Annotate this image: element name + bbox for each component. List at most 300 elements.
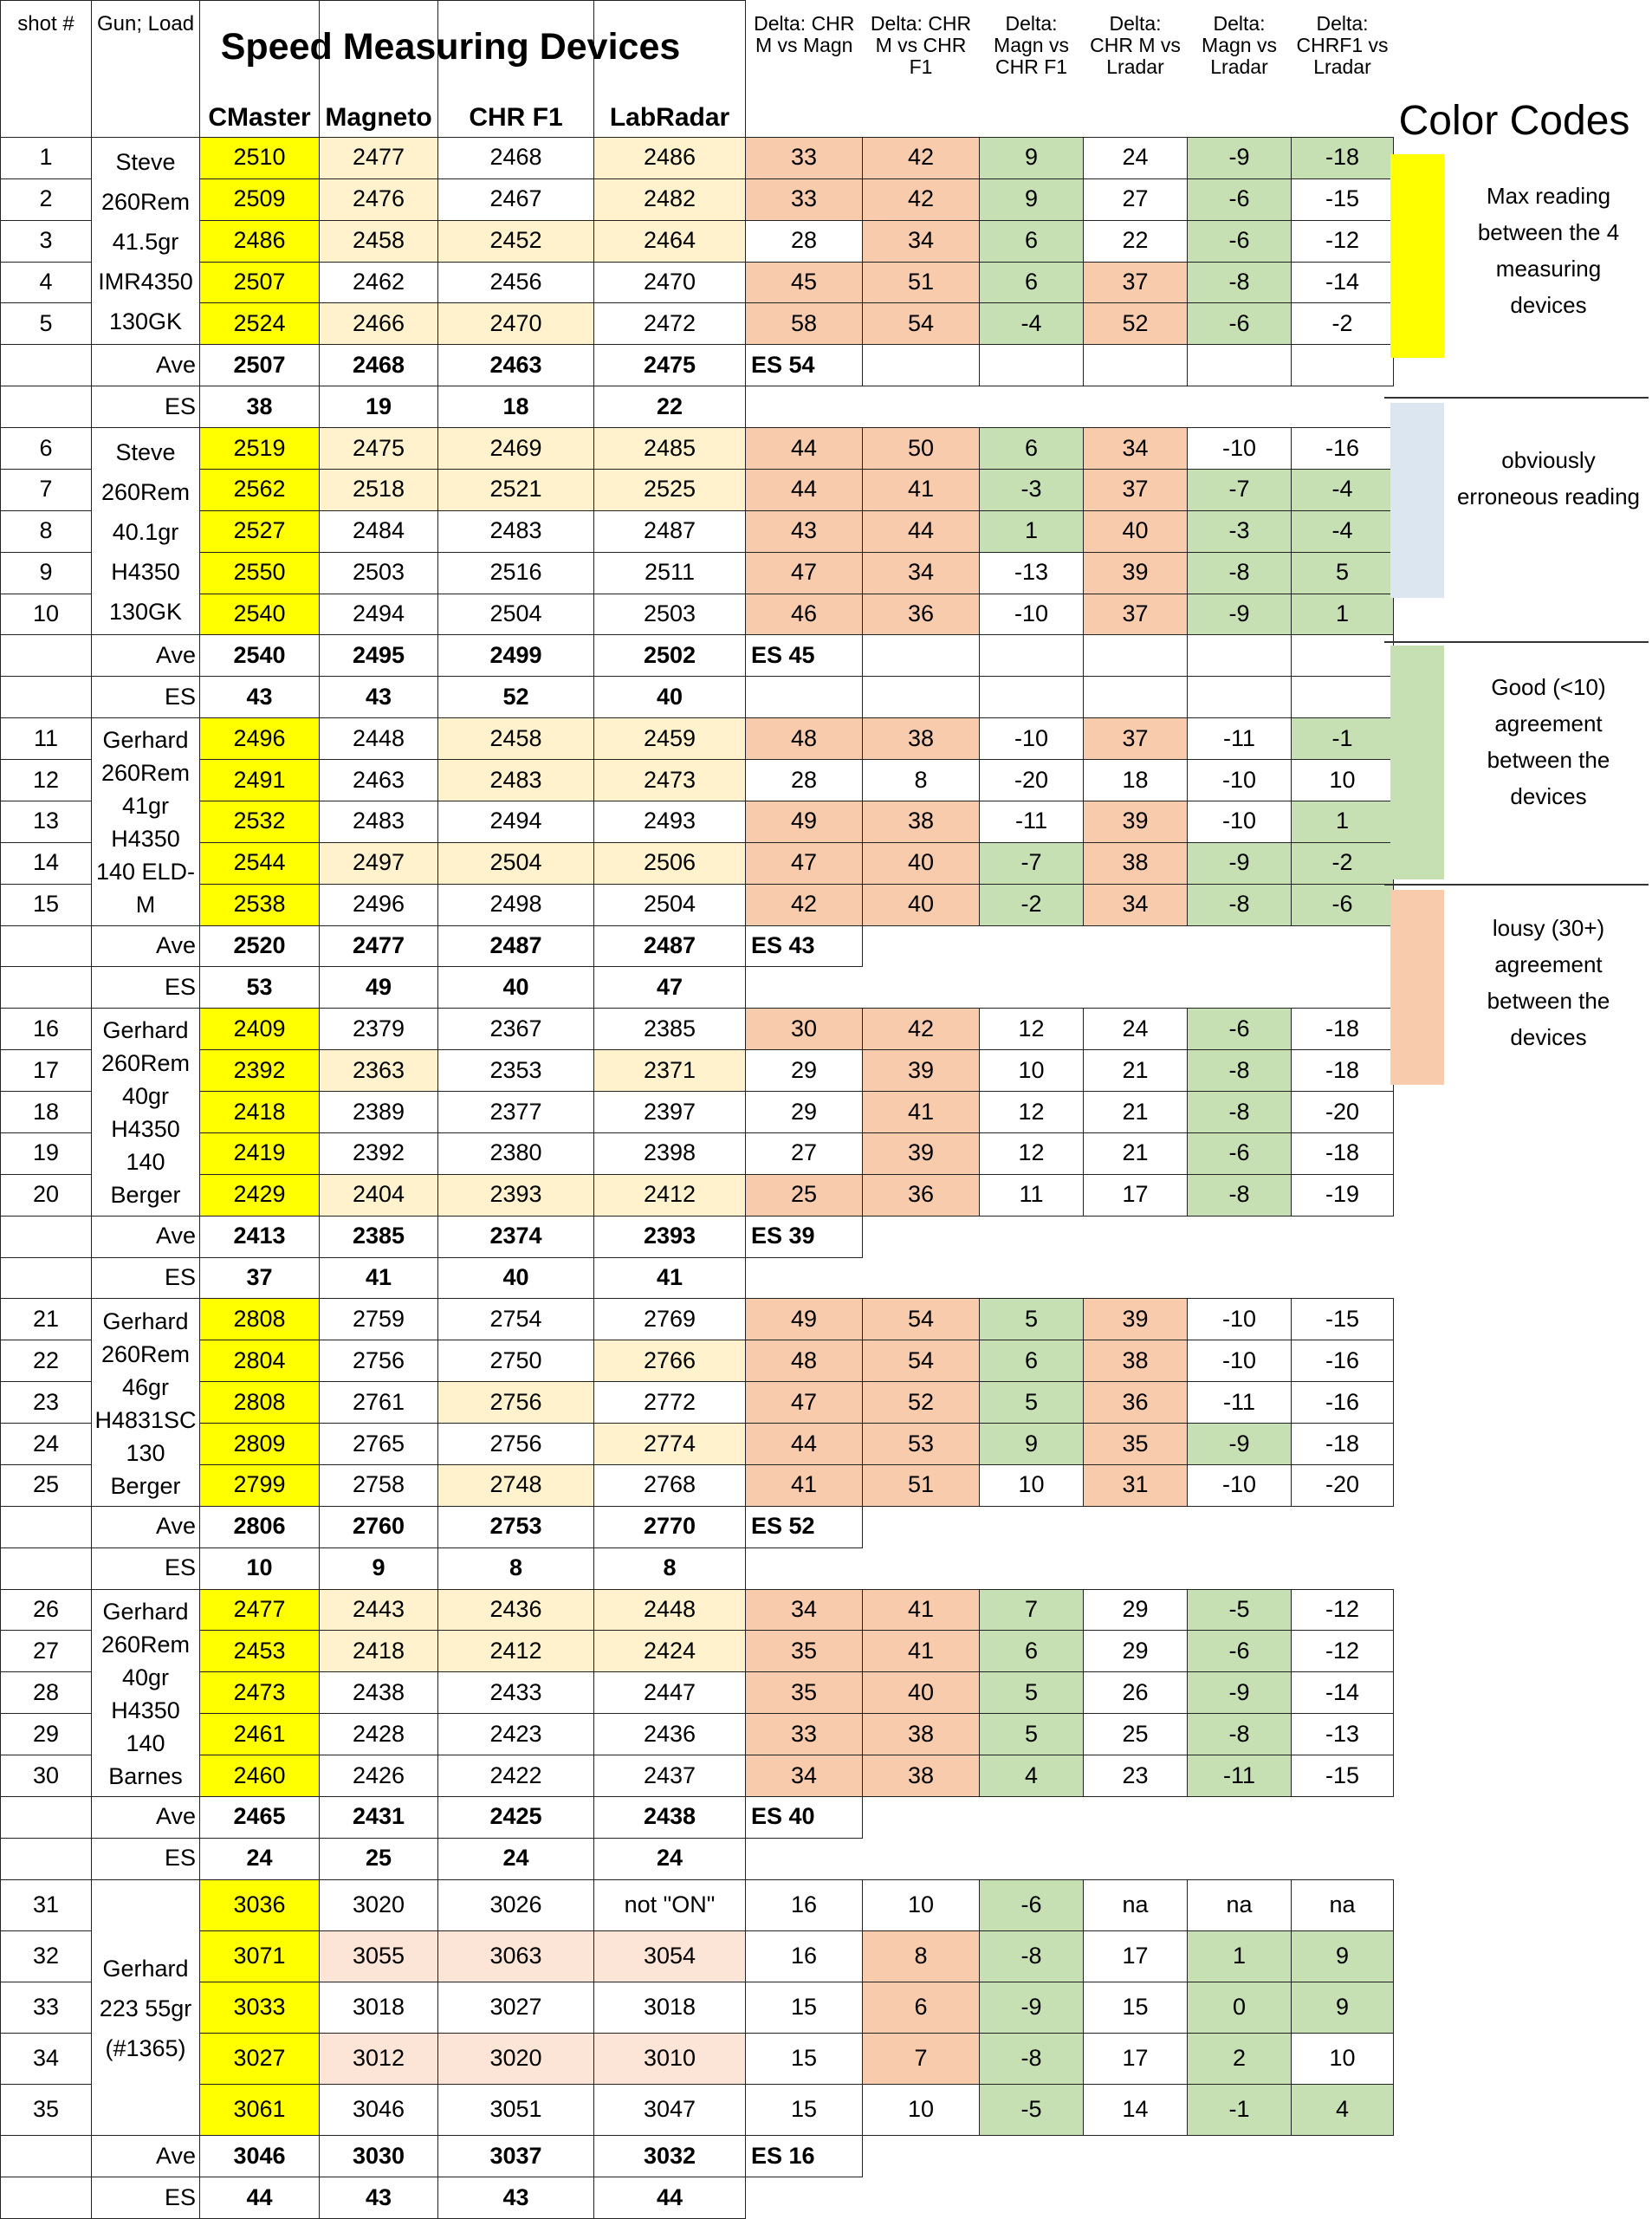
velocity-cell: 2504: [438, 842, 594, 884]
blank-cell: [1, 2177, 92, 2218]
gun-load-line: Gerhard: [102, 1017, 189, 1044]
velocity-cell: 2772: [594, 1382, 746, 1424]
delta-cell: 6: [980, 428, 1084, 470]
velocity-cell: 2808: [200, 1382, 320, 1424]
velocity-cell: 2385: [594, 1009, 746, 1050]
average-value: 2487: [594, 925, 746, 967]
blank-cell: [1084, 2136, 1188, 2177]
blank-cell: [1292, 967, 1394, 1009]
delta-cell: 10: [980, 1464, 1084, 1506]
delta-cell: 53: [863, 1424, 980, 1465]
delta-cell: 5: [980, 1672, 1084, 1714]
blank-cell: [980, 1257, 1084, 1299]
delta-cell: 54: [863, 1340, 980, 1382]
velocity-cell: 2504: [438, 594, 594, 635]
velocity-cell: 2472: [594, 303, 746, 345]
legend-column: [1394, 1672, 1652, 1714]
table-row: [1, 1340, 1652, 1382]
velocity-cell: 3012: [320, 2033, 438, 2084]
velocity-cell: 2424: [594, 1631, 746, 1672]
es-value: 52: [438, 677, 594, 718]
delta-cell: -4: [1292, 510, 1394, 552]
gun-load-line: 130GK: [108, 308, 183, 335]
shot-number: 17: [1, 1050, 92, 1092]
average-value: 3032: [594, 2136, 746, 2177]
delta-cell: 38: [1084, 1340, 1188, 1382]
velocity-cell: 2447: [594, 1672, 746, 1714]
delta-cell: 6: [980, 262, 1084, 303]
velocity-cell: 3020: [320, 1879, 438, 1930]
blank-cell: [1, 386, 92, 428]
delta-cell: 10: [1292, 2033, 1394, 2084]
table-row: [1, 1092, 1652, 1133]
velocity-cell: 2804: [200, 1340, 320, 1382]
delta-cell: -1: [1292, 718, 1394, 760]
legend-column: [1394, 1982, 1652, 2033]
delta-cell: -8: [1188, 1714, 1292, 1755]
legend-column: [1394, 1464, 1652, 1506]
delta-cell: 48: [746, 718, 863, 760]
delta-cell: -16: [1292, 1340, 1394, 1382]
gun-load-line: H4350: [111, 1116, 180, 1143]
velocity-cell: 2504: [594, 884, 746, 925]
velocity-cell: 2353: [438, 1050, 594, 1092]
legend-column: [1394, 1299, 1652, 1340]
shot-number: 18: [1, 1092, 92, 1133]
es-label: ES: [92, 967, 200, 1009]
velocity-cell: 3071: [200, 1930, 320, 1982]
gun-load-line: Gerhard: [102, 727, 189, 754]
average-value: 2495: [320, 635, 438, 677]
delta-cell: 51: [863, 262, 980, 303]
delta-cell: na: [1292, 1879, 1394, 1930]
average-row: [1, 2136, 1652, 2177]
velocity-cell: 2418: [200, 1092, 320, 1133]
delta-cell: 44: [863, 510, 980, 552]
average-value: 3037: [438, 2136, 594, 2177]
es-value: 41: [594, 1257, 746, 1299]
legend-text-max: Max reading between the 4 measuring devices: [1477, 183, 1620, 318]
es-value: 38: [200, 386, 320, 428]
blank-cell: [1084, 1257, 1188, 1299]
delta-cell: -18: [1292, 1050, 1394, 1092]
delta-cell: 6: [980, 1340, 1084, 1382]
average-value: 3046: [200, 2136, 320, 2177]
es-value: 40: [594, 677, 746, 718]
legend-column: [1394, 2136, 1652, 2177]
velocity-cell: 2503: [594, 594, 746, 635]
table-row: [1, 1174, 1652, 1216]
table-row: [1, 1982, 1652, 2033]
blank-cell: [746, 386, 863, 428]
delta-cell: 50: [863, 428, 980, 470]
delta-cell: -3: [980, 469, 1084, 510]
legend-column: [1394, 1755, 1652, 1797]
blank-cell: [1188, 925, 1292, 967]
velocity-cell: 2437: [594, 1755, 746, 1797]
velocity-cell: 2799: [200, 1464, 320, 1506]
velocity-cell: 2393: [438, 1174, 594, 1216]
average-value: 2806: [200, 1506, 320, 1547]
delta-cell: -9: [1188, 594, 1292, 635]
shot-number: 19: [1, 1132, 92, 1174]
legend-column: [1394, 1930, 1652, 1982]
blank-cell: [1292, 1796, 1394, 1838]
delta-cell: 39: [1084, 801, 1188, 842]
legend-column: [1394, 1631, 1652, 1672]
legend-column: [1394, 1092, 1652, 1133]
velocity-cell: 2491: [200, 760, 320, 801]
delta-cell: 40: [1084, 510, 1188, 552]
es-value: 24: [594, 1838, 746, 1879]
delta-cell: 28: [746, 220, 863, 262]
table-row: [1, 1672, 1652, 1714]
es-value: 8: [438, 1547, 594, 1589]
blank-cell: [863, 1547, 980, 1589]
header-delta: Delta: CHR M vs Lradar: [1090, 11, 1181, 79]
table-row: [1, 1589, 1652, 1631]
gun-load-line: Barnes: [108, 1762, 183, 1789]
delta-cell: -10: [1188, 1340, 1292, 1382]
velocity-cell: 2486: [200, 220, 320, 262]
delta-cell: -12: [1292, 220, 1394, 262]
es-value: 53: [200, 967, 320, 1009]
legend-divider: [1384, 884, 1649, 886]
velocity-cell: 2503: [320, 552, 438, 594]
blank-cell: [863, 635, 980, 677]
velocity-cell: 2477: [200, 1589, 320, 1631]
delta-cell: 17: [1084, 1930, 1188, 1982]
delta-cell: -14: [1292, 262, 1394, 303]
delta-cell: 18: [1084, 760, 1188, 801]
legend-column: [1394, 2084, 1652, 2135]
delta-cell: -15: [1292, 178, 1394, 220]
velocity-cell: 2516: [438, 552, 594, 594]
gun-load-line: Berger: [110, 1472, 181, 1499]
delta-cell: 34: [863, 220, 980, 262]
delta-cell: -2: [1292, 303, 1394, 345]
shot-number: 12: [1, 760, 92, 801]
legend-column: [1394, 1796, 1652, 1838]
legend-column: [1394, 1879, 1652, 1930]
blank-cell: [863, 2177, 980, 2218]
delta-cell: 15: [1084, 1982, 1188, 2033]
delta-cell: -6: [1188, 178, 1292, 220]
average-label: Ave: [92, 1506, 200, 1547]
average-value: 2438: [594, 1796, 746, 1838]
shot-number: 6: [1, 428, 92, 470]
delta-cell: 9: [1292, 1982, 1394, 2033]
velocity-cell: 2544: [200, 842, 320, 884]
delta-cell: 48: [746, 1340, 863, 1382]
shot-number: 31: [1, 1879, 92, 1930]
blank-cell: [980, 1216, 1084, 1257]
velocity-cell: 2464: [594, 220, 746, 262]
shot-number: 8: [1, 510, 92, 552]
delta-cell: 25: [1084, 1714, 1188, 1755]
delta-cell: -9: [1188, 137, 1292, 178]
delta-cell: 16: [746, 1930, 863, 1982]
delta-cell: 54: [863, 303, 980, 345]
delta-cell: 15: [746, 2033, 863, 2084]
delta-cell: 38: [863, 718, 980, 760]
table-row: [1, 1930, 1652, 1982]
average-row: [1, 1506, 1652, 1547]
velocity-cell: 2458: [320, 220, 438, 262]
delta-cell: -15: [1292, 1299, 1394, 1340]
gun-load-line: IMR4350: [98, 269, 193, 295]
es-label: ES: [92, 1838, 200, 1879]
velocity-cell: 2438: [320, 1672, 438, 1714]
blank-cell: [1, 1547, 92, 1589]
velocity-cell: not "ON": [594, 1879, 746, 1930]
velocity-cell: 2540: [200, 594, 320, 635]
delta-cell: -8: [1188, 1174, 1292, 1216]
velocity-cell: 2461: [200, 1714, 320, 1755]
delta-cell: -13: [1292, 1714, 1394, 1755]
delta-cell: -18: [1292, 1009, 1394, 1050]
delta-cell: -11: [1188, 1755, 1292, 1797]
velocity-cell: 2494: [438, 801, 594, 842]
delta-cell: 45: [746, 262, 863, 303]
velocity-cell: 2761: [320, 1382, 438, 1424]
es-label: ES: [92, 677, 200, 718]
delta-cell: -9: [980, 1982, 1084, 2033]
velocity-cell: 2363: [320, 1050, 438, 1092]
delta-cell: na: [1084, 1879, 1188, 1930]
average-label: Ave: [92, 345, 200, 386]
delta-cell: -12: [1292, 1589, 1394, 1631]
velocity-cell: 2404: [320, 1174, 438, 1216]
legend-text-good: Good (<10) agreement between the devices: [1487, 674, 1610, 809]
delta-cell: 31: [1084, 1464, 1188, 1506]
average-label: Ave: [92, 2136, 200, 2177]
blank-cell: [746, 677, 863, 718]
es-delta-label: ES 40: [746, 1796, 863, 1838]
delta-cell: 21: [1084, 1092, 1188, 1133]
legend-column: [1394, 1506, 1652, 1547]
es-value: 49: [320, 967, 438, 1009]
delta-cell: -6: [1188, 1009, 1292, 1050]
delta-cell: -8: [980, 1930, 1084, 1982]
table-row: [1, 1879, 1652, 1930]
blank-cell: [1, 635, 92, 677]
blank-cell: [980, 1547, 1084, 1589]
delta-cell: -16: [1292, 428, 1394, 470]
blank-cell: [1188, 2177, 1292, 2218]
delta-cell: 39: [863, 1050, 980, 1092]
velocity-cell: 2367: [438, 1009, 594, 1050]
gun-load-line: (#1365): [105, 2034, 186, 2061]
gun-load-line: 140: [126, 1149, 165, 1176]
velocity-cell: 3026: [438, 1879, 594, 1930]
average-value: 2520: [200, 925, 320, 967]
velocity-cell: 2497: [320, 842, 438, 884]
delta-cell: 41: [746, 1464, 863, 1506]
legend-column: [1394, 1838, 1652, 1879]
blank-cell: [863, 2136, 980, 2177]
shot-number: 23: [1, 1382, 92, 1424]
gun-load-line: 130GK: [108, 599, 183, 626]
blank-cell: [1084, 967, 1188, 1009]
gun-load-line: Gerhard: [102, 1955, 189, 1982]
velocity-cell: 2412: [438, 1631, 594, 1672]
velocity-cell: 2426: [320, 1755, 438, 1797]
velocity-cell: 2750: [438, 1340, 594, 1382]
delta-cell: -11: [1188, 1382, 1292, 1424]
es-value: 44: [594, 2177, 746, 2218]
blank-cell: [1, 2136, 92, 2177]
delta-cell: 10: [863, 2084, 980, 2135]
velocity-cell: 2766: [594, 1340, 746, 1382]
blank-cell: [1084, 677, 1188, 718]
blank-cell: [1292, 1838, 1394, 1879]
velocity-cell: 2470: [438, 303, 594, 345]
average-value: 2468: [320, 345, 438, 386]
gun-load-line: 40.1gr: [112, 519, 179, 546]
average-value: 2475: [594, 345, 746, 386]
delta-cell: 52: [863, 1382, 980, 1424]
delta-cell: 22: [1084, 220, 1188, 262]
average-row: [1, 1216, 1652, 1257]
delta-cell: na: [1188, 1879, 1292, 1930]
delta-cell: -6: [1188, 1631, 1292, 1672]
delta-cell: -5: [1188, 1589, 1292, 1631]
velocity-cell: 2418: [320, 1631, 438, 1672]
delta-cell: 29: [1084, 1631, 1188, 1672]
shot-number: 26: [1, 1589, 92, 1631]
average-label: Ave: [92, 635, 200, 677]
es-value: 22: [594, 386, 746, 428]
table-row: [1, 2084, 1652, 2135]
delta-cell: -13: [980, 552, 1084, 594]
shot-number: 25: [1, 1464, 92, 1506]
velocity-cell: 2377: [438, 1092, 594, 1133]
legend-divider: [1384, 397, 1649, 399]
delta-cell: 9: [980, 178, 1084, 220]
velocity-cell: 2486: [594, 137, 746, 178]
velocity-cell: 2511: [594, 552, 746, 594]
velocity-cell: 2769: [594, 1299, 746, 1340]
shot-number: 14: [1, 842, 92, 884]
delta-cell: -5: [980, 2084, 1084, 2135]
legend-divider: [1384, 641, 1649, 643]
gun-load-line: 140 ELD-: [95, 859, 196, 886]
es-delta-label: ES 43: [746, 925, 863, 967]
delta-cell: 41: [863, 1589, 980, 1631]
blank-cell: [746, 1257, 863, 1299]
delta-cell: -12: [1292, 1631, 1394, 1672]
blank-cell: [980, 1796, 1084, 1838]
legend-column: [1394, 1340, 1652, 1382]
velocity-cell: 2397: [594, 1092, 746, 1133]
delta-cell: -10: [1188, 428, 1292, 470]
gun-load-line: H4350: [111, 1697, 180, 1723]
velocity-cell: 2473: [594, 760, 746, 801]
average-label: Ave: [92, 925, 200, 967]
delta-cell: -19: [1292, 1174, 1394, 1216]
delta-cell: 1: [1292, 594, 1394, 635]
gun-load-line: 41.5gr: [112, 229, 179, 256]
shot-number: 15: [1, 884, 92, 925]
average-value: 2499: [438, 635, 594, 677]
gun-load-line: 260Rem: [100, 1340, 191, 1367]
blank-cell: [980, 677, 1084, 718]
velocity-cell: 2467: [438, 178, 594, 220]
blank-cell: [863, 345, 980, 386]
legend-column: [1394, 1714, 1652, 1755]
es-delta-label: ES 54: [746, 345, 863, 386]
velocity-cell: 2562: [200, 469, 320, 510]
velocity-cell: 2774: [594, 1424, 746, 1465]
header-device: CMaster: [200, 1, 320, 138]
es-label: ES: [92, 2177, 200, 2218]
es-value: 24: [200, 1838, 320, 1879]
gun-load-line: Steve: [115, 149, 176, 176]
delta-cell: 39: [1084, 1299, 1188, 1340]
velocity-cell: 2459: [594, 718, 746, 760]
blank-cell: [1, 967, 92, 1009]
blank-cell: [746, 2177, 863, 2218]
delta-cell: 34: [746, 1589, 863, 1631]
delta-cell: 11: [980, 1174, 1084, 1216]
delta-cell: 37: [1084, 262, 1188, 303]
delta-cell: 16: [746, 1879, 863, 1930]
delta-cell: -8: [980, 2033, 1084, 2084]
average-value: 2487: [438, 925, 594, 967]
delta-cell: 38: [863, 1755, 980, 1797]
velocity-cell: 2509: [200, 178, 320, 220]
delta-cell: 42: [863, 178, 980, 220]
blank-cell: [1084, 635, 1188, 677]
delta-cell: 46: [746, 594, 863, 635]
velocity-cell: 2550: [200, 552, 320, 594]
es-value: 10: [200, 1547, 320, 1589]
blank-cell: [980, 2177, 1084, 2218]
legend-text-lousy: lousy (30+) agreement between the devices: [1487, 915, 1610, 1050]
velocity-cell: 2487: [594, 510, 746, 552]
gun-load-line: 260Rem: [100, 760, 191, 787]
delta-cell: 9: [980, 137, 1084, 178]
velocity-cell: 3054: [594, 1930, 746, 1982]
es-row: [1, 2177, 1652, 2218]
velocity-cell: 2453: [200, 1631, 320, 1672]
blank-cell: [1188, 2136, 1292, 2177]
blank-cell: [1, 1506, 92, 1547]
delta-cell: 54: [863, 1299, 980, 1340]
average-value: 2425: [438, 1796, 594, 1838]
gun-load-line: 260Rem: [100, 1631, 191, 1658]
gun-load-line: 46gr: [121, 1373, 170, 1400]
blank-cell: [980, 345, 1084, 386]
gun-load-line: 260Rem: [100, 479, 191, 506]
header-device: Magneto: [320, 1, 438, 138]
blank-cell: [1292, 677, 1394, 718]
delta-cell: 41: [863, 469, 980, 510]
delta-cell: -10: [1188, 1464, 1292, 1506]
velocity-cell: 2473: [200, 1672, 320, 1714]
blank-cell: [1292, 345, 1394, 386]
blank-cell: [746, 967, 863, 1009]
shot-number: 1: [1, 137, 92, 178]
average-value: 2770: [594, 1506, 746, 1547]
shot-number: 29: [1, 1714, 92, 1755]
color-codes-title: Color Codes: [1398, 98, 1630, 144]
delta-cell: 1: [980, 510, 1084, 552]
delta-cell: 5: [980, 1299, 1084, 1340]
speed-measuring-devices-title: Speed Measuring Devices: [220, 26, 681, 68]
delta-cell: -20: [1292, 1092, 1394, 1133]
